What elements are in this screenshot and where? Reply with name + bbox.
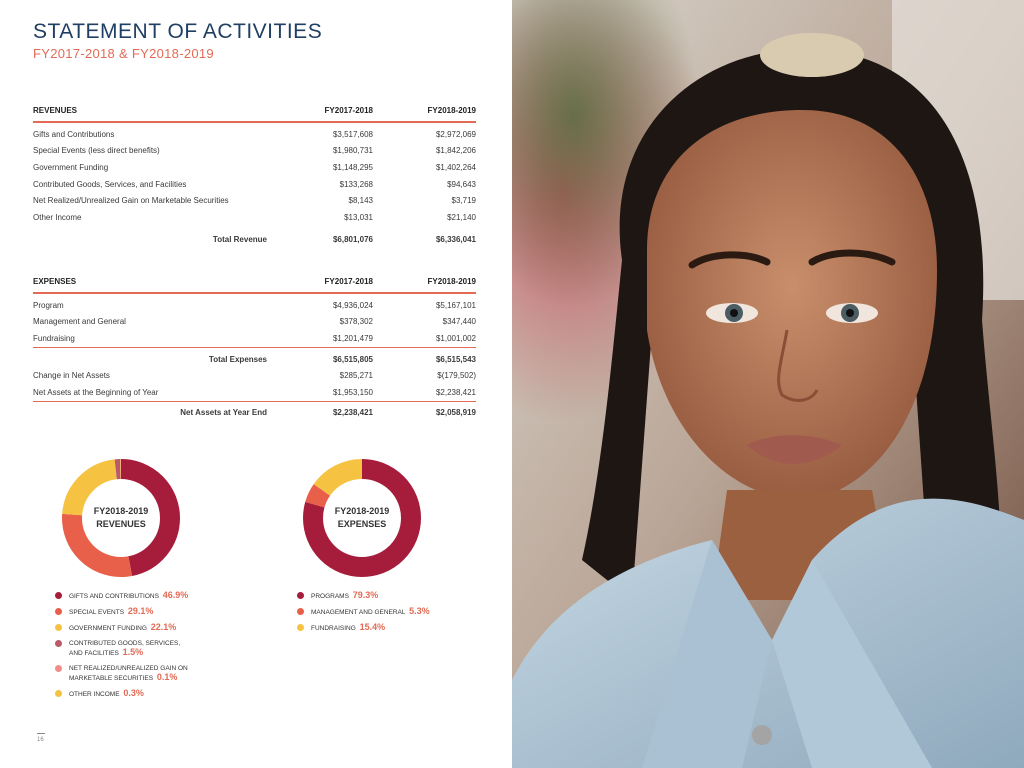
expenses-legend-label: FUNDRAISING 15.4% <box>311 622 386 632</box>
expenses-donut-label <box>322 505 402 531</box>
row-value-fy2018: $347,440 <box>442 317 476 327</box>
revenues-legend-value: 29.1% <box>127 606 154 616</box>
row-label: Gifts and Contributions <box>33 129 115 139</box>
total-expenses-row <box>33 347 476 367</box>
table-row <box>33 176 476 193</box>
row-label: Change in Net Assets <box>33 371 110 381</box>
revenues-legend-dot <box>55 690 62 697</box>
revenues-legend-label: CONTRIBUTED GOODS, SERVICES, AND FACILITIES 1.5% <box>69 640 181 657</box>
expenses-heading: EXPENSES <box>33 275 283 293</box>
expenses-legend-dot <box>297 592 304 599</box>
expenses-donut-title-line2: EXPENSES <box>337 519 387 529</box>
revenues-legend-value: 22.1% <box>150 622 177 632</box>
table-row <box>33 209 476 226</box>
revenues-legend <box>55 591 194 705</box>
expenses-legend-value: 79.3% <box>352 590 379 600</box>
total-revenue-row <box>33 232 476 249</box>
portrait-photo <box>512 0 1024 768</box>
revenues-legend-dot <box>55 665 62 672</box>
expenses-legend-item <box>297 623 430 633</box>
revenues-legend-value: 0.1% <box>156 672 178 682</box>
expenses-col2-header: FY2018-2019 <box>373 275 476 293</box>
page-number: 16 <box>37 737 44 743</box>
row-label: Fundraising <box>33 333 75 343</box>
revenues-donut-title-line2: REVENUES <box>96 519 146 529</box>
revenues-header-row <box>33 104 476 122</box>
page-number-rule <box>37 733 45 734</box>
revenues-legend-value: 46.9% <box>162 590 189 600</box>
revenues-legend-label: OTHER INCOME 0.3% <box>69 688 144 698</box>
revenues-legend-label: GIFTS AND CONTRIBUTIONS 46.9% <box>69 590 189 600</box>
row-label: Other Income <box>33 212 82 222</box>
revenues-col1-header: FY2017-2018 <box>283 104 373 122</box>
expenses-legend-label: MANAGEMENT AND GENERAL 5.3% <box>311 606 430 616</box>
row-value-fy2018: $1,001,002 <box>435 333 476 343</box>
row-value-fy2017: $378,302 <box>339 317 373 327</box>
row-value-fy2017: $8,143 <box>348 196 373 206</box>
expenses-legend-dot <box>297 624 304 631</box>
portrait-image <box>512 0 1024 768</box>
row-label: Net Realized/Unrealized Gain on Marketable Securities <box>33 196 229 206</box>
expenses-legend-value: 15.4% <box>359 622 386 632</box>
change-net-assets-row <box>33 367 476 384</box>
row-label: Management and General <box>33 317 126 327</box>
revenues-legend-dot <box>55 624 62 631</box>
revenues-legend-label: GOVERNMENT FUNDING 22.1% <box>69 622 177 632</box>
row-value-fy2017: $3,517,608 <box>332 129 373 139</box>
revenues-legend-item <box>55 591 194 601</box>
expenses-legend-value: 5.3% <box>409 606 430 616</box>
row-value-fy2018: $2,972,069 <box>435 129 476 139</box>
revenues-legend-item <box>55 689 194 699</box>
row-value-fy2018: $1,402,264 <box>435 162 476 172</box>
revenues-legend-dot <box>55 608 62 615</box>
row-value-fy2018: $(179,502) <box>437 371 476 381</box>
table-row <box>33 314 476 331</box>
revenues-table <box>33 104 476 248</box>
expenses-legend-item <box>297 591 430 601</box>
row-value-fy2018: $1,842,206 <box>435 146 476 156</box>
row-value-fy2017: $1,980,731 <box>332 146 373 156</box>
row-value-fy2018: $94,643 <box>447 179 476 189</box>
total-revenue-label: Total Revenue <box>212 235 267 245</box>
expenses-header-row <box>33 275 476 293</box>
row-value-fy2017: $1,953,150 <box>332 387 373 397</box>
total-expenses-fy2017: $6,515,805 <box>283 347 373 367</box>
table-row <box>33 159 476 176</box>
table-row <box>33 126 476 143</box>
revenues-legend-value: 0.3% <box>123 688 144 698</box>
revenues-legend-label: SPECIAL EVENTS 29.1% <box>69 606 154 616</box>
row-value-fy2017: $1,148,295 <box>332 162 373 172</box>
expenses-col1-header: FY2017-2018 <box>283 275 373 293</box>
year-end-fy2017: $2,238,421 <box>283 401 373 421</box>
table-row <box>33 330 476 347</box>
total-expenses-fy2018: $6,515,543 <box>373 347 476 367</box>
row-label: Net Assets at the Beginning of Year <box>33 387 159 397</box>
year-end-fy2018: $2,058,919 <box>373 401 476 421</box>
revenues-legend-item <box>55 639 194 658</box>
expenses-table <box>33 275 476 421</box>
row-label: Special Events (less direct benefits) <box>33 146 160 156</box>
row-value-fy2018: $5,167,101 <box>435 300 476 310</box>
revenues-legend-label: NET REALIZED/UNREALIZED GAIN ON MARKETABLE SECURITIES 0.1% <box>69 665 188 682</box>
beginning-net-assets-row <box>33 384 476 401</box>
total-expenses-label: Total Expenses <box>33 347 283 367</box>
expenses-donut-title-line1: FY2018-2019 <box>334 506 390 516</box>
row-value-fy2017: $285,271 <box>339 371 373 381</box>
revenues-legend-item <box>55 607 194 617</box>
revenues-col2-header: FY2018-2019 <box>373 104 476 122</box>
row-value-fy2017: $4,936,024 <box>332 300 373 310</box>
year-end-label: Net Assets at Year End <box>33 401 283 421</box>
revenues-donut-title-line1: FY2018-2019 <box>93 506 149 516</box>
revenues-legend-dot <box>55 592 62 599</box>
revenues-heading: REVENUES <box>33 104 283 122</box>
expenses-legend-item <box>297 607 430 617</box>
row-value-fy2018: $2,238,421 <box>435 387 476 397</box>
row-value-fy2018: $3,719 <box>451 196 476 206</box>
page-subtitle: FY2017-2018 & FY2018-2019 <box>33 46 214 61</box>
page-title: STATEMENT OF ACTIVITIES <box>33 20 323 43</box>
row-value-fy2018: $21,140 <box>447 212 476 222</box>
table-row <box>33 297 476 314</box>
row-value-fy2017: $133,268 <box>339 179 373 189</box>
row-label: Contributed Goods, Services, and Facilities <box>33 179 187 189</box>
year-end-net-assets-row <box>33 401 476 421</box>
expenses-legend-label: PROGRAMS 79.3% <box>311 590 379 600</box>
total-revenue-fy2018: $6,336,041 <box>435 235 476 245</box>
table-row <box>33 143 476 160</box>
total-revenue-fy2017: $6,801,076 <box>332 235 373 245</box>
revenues-legend-item <box>55 623 194 633</box>
row-value-fy2017: $1,201,479 <box>332 333 373 343</box>
revenues-legend-dot <box>55 640 62 647</box>
row-value-fy2017: $13,031 <box>344 212 373 222</box>
revenues-donut-label <box>81 505 161 531</box>
row-label: Program <box>33 300 64 310</box>
table-row <box>33 192 476 209</box>
expenses-legend <box>297 591 430 639</box>
expenses-legend-dot <box>297 608 304 615</box>
row-label: Government Funding <box>33 162 109 172</box>
revenues-legend-item <box>55 664 194 683</box>
revenues-legend-value: 1.5% <box>122 647 144 657</box>
